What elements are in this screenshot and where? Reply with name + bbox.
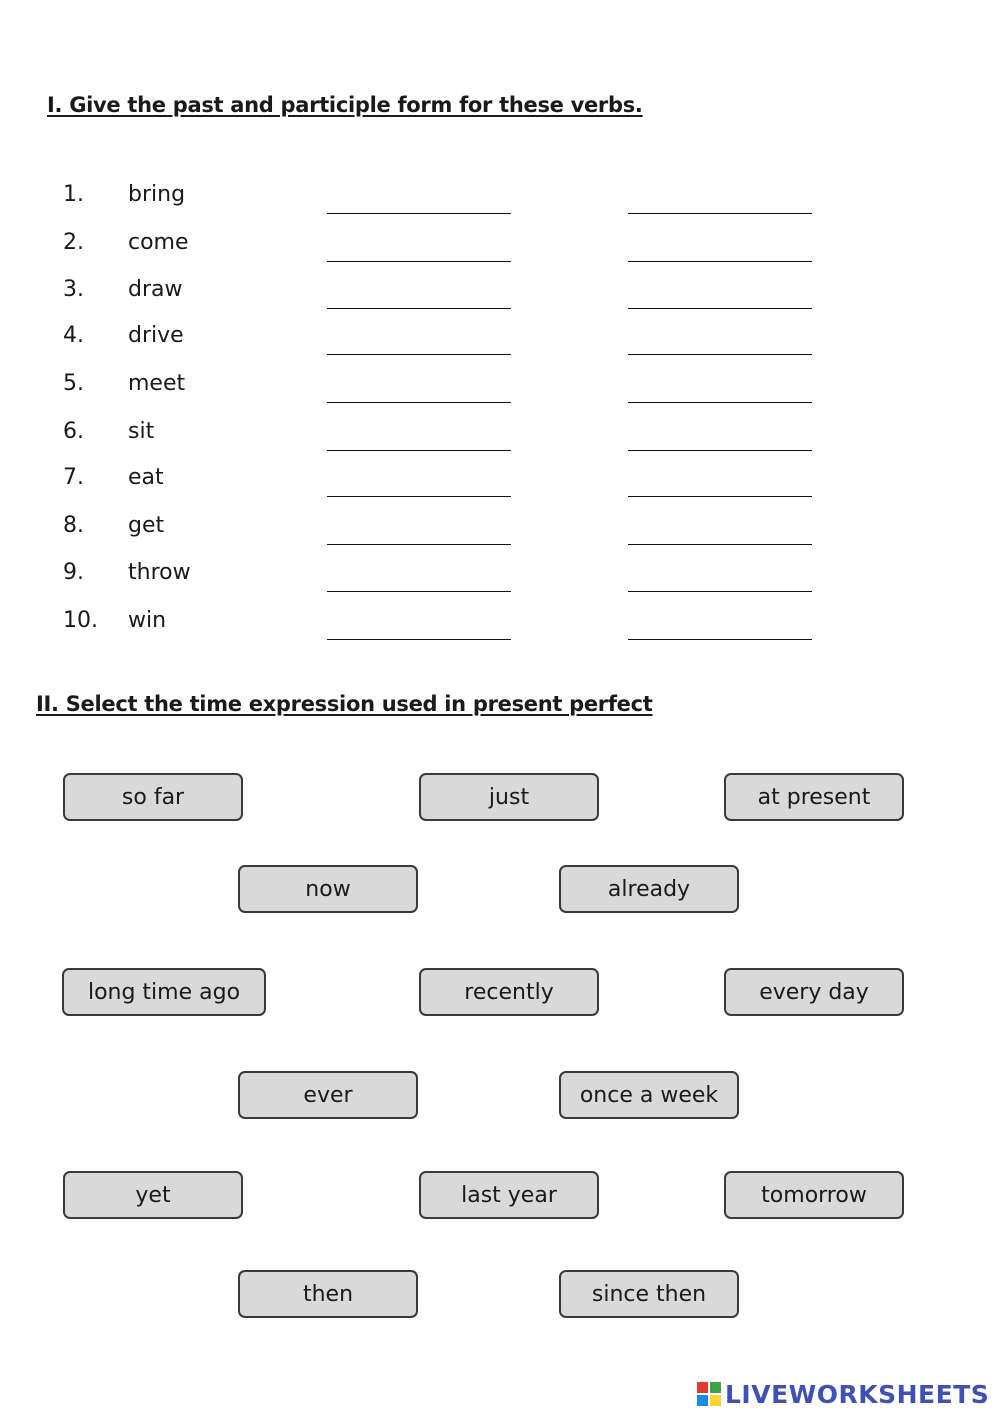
verb-word: draw — [128, 277, 183, 302]
past-form-input[interactable] — [327, 304, 511, 309]
option-chip[interactable]: now — [238, 865, 418, 913]
past-form-input[interactable] — [327, 398, 511, 403]
past-form-input[interactable] — [327, 492, 511, 497]
option-chip[interactable]: so far — [63, 773, 243, 821]
option-chip[interactable]: at present — [724, 773, 904, 821]
option-chip[interactable]: tomorrow — [724, 1171, 904, 1219]
option-chip[interactable]: ever — [238, 1071, 418, 1119]
participle-form-input[interactable] — [628, 635, 812, 640]
verb-word: eat — [128, 465, 164, 490]
verb-word: come — [128, 230, 189, 255]
past-form-input[interactable] — [327, 446, 511, 451]
participle-form-input[interactable] — [628, 257, 812, 262]
option-chip[interactable]: yet — [63, 1171, 243, 1219]
verb-number: 2. — [63, 230, 84, 255]
verb-number: 4. — [63, 323, 84, 348]
verb-number: 1. — [63, 182, 84, 207]
verb-word: bring — [128, 182, 186, 207]
verb-row — [0, 465, 1000, 505]
participle-form-input[interactable] — [628, 540, 812, 545]
participle-form-input[interactable] — [628, 304, 812, 309]
option-chip[interactable]: since then — [559, 1270, 739, 1318]
verb-number: 3. — [63, 277, 84, 302]
verb-word: get — [128, 513, 165, 538]
option-chip[interactable]: long time ago — [62, 968, 266, 1016]
logo-mark-icon — [697, 1382, 721, 1406]
participle-form-input[interactable] — [628, 209, 812, 214]
past-form-input[interactable] — [327, 350, 511, 355]
verb-word: drive — [128, 323, 184, 348]
option-chip[interactable]: recently — [419, 968, 599, 1016]
verb-word: win — [128, 608, 167, 633]
participle-form-input[interactable] — [628, 398, 812, 403]
past-form-input[interactable] — [327, 540, 511, 545]
verb-number: 5. — [63, 371, 84, 396]
logo-text: LIVEWORKSHEETS — [725, 1379, 990, 1409]
option-chip[interactable]: already — [559, 865, 739, 913]
section-1-title: I. Give the past and participle form for these verbs. — [47, 93, 643, 117]
past-form-input[interactable] — [327, 209, 511, 214]
verb-word: throw — [128, 560, 191, 585]
participle-form-input[interactable] — [628, 587, 812, 592]
past-form-input[interactable] — [327, 635, 511, 640]
past-form-input[interactable] — [327, 587, 511, 592]
verb-row — [0, 371, 1000, 411]
option-chip[interactable]: once a week — [559, 1071, 739, 1119]
option-chip[interactable]: then — [238, 1270, 418, 1318]
verb-number: 7. — [63, 465, 84, 490]
verb-row — [0, 513, 1000, 553]
verb-row — [0, 230, 1000, 270]
verb-row — [0, 323, 1000, 363]
option-chip[interactable]: every day — [724, 968, 904, 1016]
verb-row — [0, 560, 1000, 600]
verb-number: 6. — [63, 419, 84, 444]
verb-number: 8. — [63, 513, 84, 538]
participle-form-input[interactable] — [628, 446, 812, 451]
verb-row — [0, 277, 1000, 317]
section-2-title: II. Select the time expression used in present perfect — [36, 692, 653, 716]
participle-form-input[interactable] — [628, 350, 812, 355]
verb-row — [0, 182, 1000, 222]
past-form-input[interactable] — [327, 257, 511, 262]
verb-row — [0, 419, 1000, 459]
verb-word: meet — [128, 371, 186, 396]
verb-word: sit — [128, 419, 155, 444]
liveworksheets-logo — [697, 1377, 989, 1411]
verb-number: 9. — [63, 560, 84, 585]
verb-row — [0, 608, 1000, 648]
option-chip[interactable]: last year — [419, 1171, 599, 1219]
option-chip[interactable]: just — [419, 773, 599, 821]
participle-form-input[interactable] — [628, 492, 812, 497]
verb-number: 10. — [63, 608, 98, 633]
